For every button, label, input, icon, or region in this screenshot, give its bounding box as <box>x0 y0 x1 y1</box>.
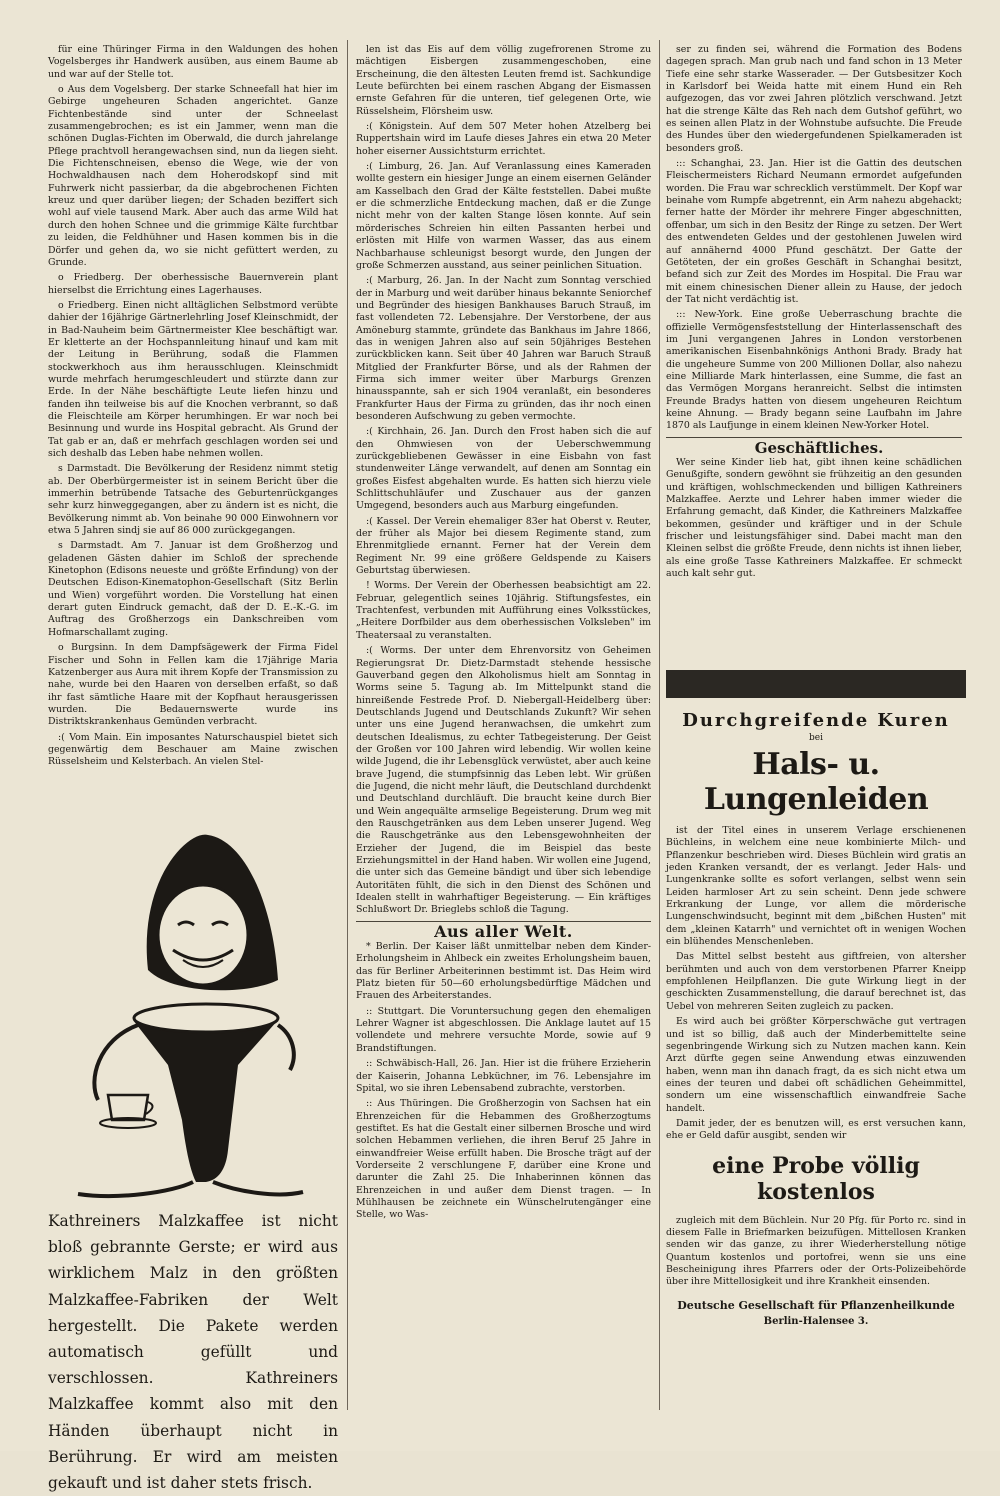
article-paragraph: len ist das Eis auf dem völlig zugefrorenen Strome zu mächtigen Eisbergen zusammengeschoben, eine Erscheinung, die den ältesten Leuten fremd ist. Sachkundige Leute befürchten bei einem raschen Abgang der Eismassen ernste Gefahren für die unteren, tief gelegenen Orte, wie Rüsselsheim, Flörsheim usw. <box>356 44 651 117</box>
kathreiner-advertisement <box>48 820 338 1493</box>
article-paragraph: :: Schwäbisch-Hall, 26. Jan. Hier ist die frühere Erzieherin der Kaiserin, Johanna Lebküchner, im 76. Lebensjahre im Spital, wo sie ihren Lebensabend zubrachte, verstorben. <box>356 1058 651 1094</box>
article-paragraph: :: Aus Thüringen. Die Großherzogin von Sachsen hat ein Ehrenzeichen für die Hebammen des Großherzogtums gestiftet. Es hat die Gestalt einer silbernen Brosche und wird solchen Hebammen verliehen, die ihren Beruf 25 Jahre in einwandfreier Weise erfüllt haben. Die Brosche trägt auf der Vorderseite 2 verschlungene F, darüber eine Krone und darunter die Zahl 25. Die Inhaberinnen können das Ehrenzeichen in und außer dem Dienst tragen. — In Mühlhausen be zeichnete ein Wünschelrutengänger eine Stelle, wo Was- <box>356 1098 651 1221</box>
article-paragraph: :( Kassel. Der Verein ehemaliger 83er hat Oberst v. Reuter, der früher als Major bei diesem Regimente stand, zum Ehrenmitgliede ernannt. Ferner hat der Verein dem Regiment Nr. 99 eine größere Geldspende zu Kaisers Geburtstag überwiesen. <box>356 515 651 577</box>
article-paragraph: o Aus dem Vogelsberg. Der starke Schneefall hat hier im Gebirge ungeheuren Schaden angerichtet. Ganze Fichtenbestände sind unter der Schneelast zusammengebrochen; es ist ein Jammer, wenn man die schönen Duglas-Fichten im Oberwald, die durch jahrelange Pflege prachtvoll herangewachsen sind, nun da liegen sieht. Die Fichtenschneisen, ebenso die Wege, wie der von Hochwaldhausen nach dem Hoherodskopf sind mit Fuhrwerk nicht passierbar, da die abgebrochenen Fichten kreuz und quer darüber liegen; der Schaden beziffert sich wohl auf viele tausend Mark. Aber auch das arme Wild hat durch den hohen Schnee und die grimmige Kälte furchtbar zu leiden, die Feldhühner und Hasen kommen bis in die Dörfer und gehen da, wo sie nicht gefüttert werden, zu Grunde. <box>48 84 338 268</box>
section-heading: Aus aller Welt. <box>434 921 573 941</box>
ad-paragraph: Das Mittel selbst besteht aus giftfreien, von altersher berühmten und auch von dem verstorbenen Pfarrer Kneipp empfohlenen Heilpflanzen. Die gute Wirkung liegt in der geschickten Zusammenstellung, die darauf berechnet ist, das Uebel von mehreren Seiten zugleich zu packen. <box>666 951 966 1012</box>
article-paragraph: :( Limburg, 26. Jan. Auf Veranlassung eines Kameraden wollte gestern ein hiesiger Junge an einem eisernen Geländer am Kasselbach den Grad der Kälte feststellen. Dabei mußte er die schmerzliche Entdeckung machen, daß er die Zunge nicht mehr von der kalten Stange lösen konnte. Auf sein mörderisches Schreien hin eilten Passanten herbei und erlösten mit Hilfe von warmen Wasser, das aus einem Nachbarhause schleunigst besorgt wurde, den Jungen der große Schmerzen ausstand, aus seiner peinlichen Situation. <box>356 161 651 271</box>
ad-decorative-bar <box>666 670 966 698</box>
lung-remedy-advertisement <box>666 670 966 1327</box>
kathreiner-figure-illustration <box>78 820 308 1200</box>
ad-subheading: bei <box>809 733 823 743</box>
article-paragraph: :( Königstein. Auf dem 507 Meter hohen Atzelberg bei Ruppertshain wird im Laufe dieses Jahres ein etwa 20 Meter hoher eiserner Aussichtsturm errichtet. <box>356 121 651 157</box>
business-notice: Wer seine Kinder lieb hat, gibt ihnen keine schädlichen Genußgifte, sondern gewöhnt sie frühzeitig an den gesunden und kräftigen, wohlschmeckenden und billigen Kathreiners Malzkaffee. Aerzte und Lehrer haben immer wieder die Erfahrung gemacht, daß Kinder, die Kathreiners Malzkaffee bekommen, gesünder und kräftiger und in der Schule frischer und leistungsfähiger sind. Dabei macht man den Kleinen selbst die größte Freude, denn nichts ist ihnen lieber, als eine große Tasse Kathreiners Malzkaffee. Er schmeckt auch kalt sehr gut. <box>666 457 962 580</box>
ad-main-heading: Hals- u. Lungenleiden <box>703 747 929 817</box>
section-heading: Geschäftliches. <box>754 438 884 457</box>
ad-paragraph: Es wird auch bei größter Körperschwäche gut vertragen und ist so billig, daß auch der Minderbemittelte seine segenbringende Wirkung sich zu Nutzen machen kann. Kein Arzt dürfte gegen seine Anwendung etwas einzuwenden haben, wenn man ihn danach fragt, da es sich nicht etwa um eines der teuren und dabei oft schädlichen Geheimmittel, sondern um eine wissenschaftlich einwandfreie Sache handelt. <box>666 1016 966 1114</box>
article-paragraph: :( Vom Main. Ein imposantes Naturschauspiel bietet sich gegenwärtig dem Beschauer am Maine zwischen Rüsselsheim und Kelsterbach. An vielen Stel- <box>48 731 338 768</box>
article-paragraph: ::: Schanghai, 23. Jan. Hier ist die Gattin des deutschen Fleischermeisters Richard Neumann ermordet aufgefunden worden. Die Frau war schrecklich verstümmelt. Der Kopf war beinahe vom Rumpfe abgetrennt, ein Arm nahezu abgehackt; ferner hatte der Mörder ihr mehrere Finger abgeschnitten, offenbar, um sich in den Besitz der Ringe zu setzen. Der Wert des entwendeten Geldes und der gestohlenen Juwelen wird auf annähernd 4000 Pfund geschätzt. Der Gatte der Getöteten, der ein großes Geschäft in Schanghai besitzt, befand sich zur Zeit des Mordes im Hospital. Die Frau war mit einem chinesischen Diener allein zu Hause, der jedoch der Tat nicht verdächtig ist. <box>666 158 962 305</box>
column-3 <box>666 44 962 583</box>
article-paragraph: s Darmstadt. Die Bevölkerung der Residenz nimmt stetig ab. Der Oberbürgermeister ist in seinem Bericht über die immerhin betrübende Tatsache des Geburtenrückganges sehr kurz hinweggegangen, aber zu ändern ist es nicht, die Bevölkerung nimmt ab. Von beinahe 90 000 Einwohnern vor etwa 5 Jahren sindj sie auf 86 000 zurückgegangen. <box>48 463 338 537</box>
ad-body <box>666 825 966 1143</box>
article-paragraph: s Darmstadt. Am 7. Januar ist dem Großherzog und geladenen Gästen dahier im Schloß der sprechende Kinetophon (Edisons neueste und größte Erfindung) von der Deutschen Edison-Kinematophon-Gesellschaft (Sitz Berlin und Wien) vorgeführt worden. Die Vorstellung hat einen derart guten Eindruck gemacht, daß der D. E.-K.-G. im Auftrag des Großherzogs ein Dankschreiben vom Hofmarschallamt zuging. <box>48 540 338 638</box>
article-paragraph: ser zu finden sei, während die Formation des Bodens dagegen sprach. Man grub nach und fand schon in 13 Meter Tiefe eine sehr starke Wasserader. — Der Gutsbesitzer Koch in Karlsdorf bei Weida hatte mit einem Hund ein Reh aufgezogen, das vor zwei Jahren plötzlich verschwand. Jetzt hat die strenge Kälte das Reh nach dem Gutshof geführt, wo es seinen allen Platz in der Wohnstube aufsuchte. Die Freude des Hundes über den wiedergefundenen Spielkameraden ist besonders groß. <box>666 44 962 154</box>
column-1 <box>48 44 338 772</box>
section-divider <box>666 437 962 438</box>
ad-paragraph: ist der Titel eines in unserem Verlage erschienenen Büchleins, in welchem eine neue kombinierte Milch- und Pflanzenkur beschrieben wird. Dieses Büchlein wird gratis an jeden Kranken versandt, der es verlangt. Jeder Hals- und Lungenkranke sollte es sofort verlangen, selbst wenn sein Leiden harmloser Art zu sein scheint. Denn jede schwere Erkrankung der Lunge, vor allem die mörderische Lungenschwindsucht, beginnt mit dem „bißchen Husten" mit dem „kleinen Katarrh" und vernichtet oft in wenigen Wochen ein blühendes Menschenleben. <box>666 825 966 948</box>
ad-heading: Durchgreifende Kuren <box>682 710 950 731</box>
article-paragraph: * Berlin. Der Kaiser läßt unmittelbar neben dem Kinder-Erholungsheim in Ahlbeck ein zweites Erholungsheim bauen, das für Berliner Arbeiterinnen bestimmt ist. Das Heim wird Platz bieten für 50—60 erholungsbedürftige Mädchen und Frauen des Arbeiterstandes. <box>356 941 651 1002</box>
article-paragraph: ::: New-York. Eine große Ueberraschung brachte die offizielle Vermögensfeststellung der Hinterlassenschaft des im Juni vergangenen Jahres in London verstorbenen amerikanischen Eisenbahnkönigs Anthoni Brady. Brady hat die ungeheure Summe von 200 Millionen Dollar, also nahezu eine Milliarde Mark hinterlassen, eine Summe, die fast an das Vermögen Morgans heranreicht. Selbst die intimsten Freunde Bradys hatten von diesem ungeheuren Reichtum keine Ahnung. — Brady begann seine Laufbahn im Jahre 1870 als Laufjunge in einem kleinen New-Yorker Hotel. <box>666 309 962 432</box>
article-paragraph: o Friedberg. Einen nicht alltäglichen Selbstmord verübte dahier der 16jährige Gärtnerlehrling Josef Kleinschmidt, der in Bad-Nauheim beim Gärtnermeister Klee beschäftigt war. Er kletterte an der Hochspannleitung hinauf und kam mit der Leitung in Berührung, sodaß die Flammen stockwerkhoch aus ihm herausschlugen. Kleinschmidt wurde mehrfach herumgeschleudert und stürzte dann zur Erde. In der Nähe beschäftigte Leute liefen hinzu und fanden ihn teilweise bis auf die Knochen verbrannt, so daß die Fleischteile am Körper herumhingen. Er war noch bei Besinnung und wurde ins Hospital gebracht. Als Grund der Tat gab er an, daß er mehrfach geschlagen worden sei und sich deshalb das Leben habe nehmen wollen. <box>48 299 338 459</box>
column-2 <box>356 44 651 1225</box>
article-paragraph: :( Kirchhain, 26. Jan. Durch den Frost haben sich die auf den Ohmwiesen von der Ueberschwemmung zurückgebliebenen Gewässer in eine Eisbahn von fast stundenweiter Länge verwandelt, auf denen am Sonntag ein großes Eisfest abgehalten wurde. Es hatten sich hierzu viele Schlittschuhläufer und Zuschauer aus der ganzen Umgegend, besonders auch aus Marburg eingefunden. <box>356 426 651 512</box>
article-paragraph: :: Stuttgart. Die Voruntersuchung gegen den ehemaligen Lehrer Wagner ist abgeschlossen. Die Anklage lautet auf 15 vollendete und mehrere versuchte Morde, sowie auf 9 Brandstiftungen. <box>356 1005 651 1054</box>
ad-company-name: Deutsche Gesellschaft für Pflanzenheilkunde <box>677 1298 955 1312</box>
column-rule <box>347 40 348 1410</box>
ad-offer-heading: eine Probe völlig kostenlos <box>712 1152 920 1205</box>
ad-paragraph: zugleich mit dem Büchlein. Nur 20 Pfg. für Porto rc. sind in diesem Falle in Briefmarken beizufügen. Mittellosen Kranken senden wir das ganze, zu ihrer Wiederherstellung nötige Quantum kostenlos und portofrei, wenn sie uns eine Bescheinigung ihres Pfarrers oder der Orts-Polizeibehörde über ihre Mittellosigkeit und ihre Krankheit einsenden. <box>666 1214 966 1288</box>
article-paragraph: o Friedberg. Der oberhessische Bauernverein plant hierselbst die Errichtung eines Lagerhauses. <box>48 272 338 296</box>
article-paragraph: ! Worms. Der Verein der Oberhessen beabsichtigt am 22. Februar, gelegentlich seines 10jährig. Stiftungsfestes, ein Trachtenfest, verbunden mit Aufführung eines Volksstückes, „Heitere Dorfbilder aus dem oberhessischen Volksleben" im Theatersaal zu veranstalten. <box>356 580 651 641</box>
column-rule <box>659 40 660 1410</box>
ad-paragraph: Damit jeder, der es benutzen will, es erst versuchen kann, ehe er Geld dafür ausgibt, senden wir <box>666 1117 966 1142</box>
article-paragraph: o Burgsinn. In dem Dampfsägewerk der Firma Fidel Fischer und Sohn in Fellen kam die 17jährige Maria Katzenberger aus Aura mit ihrem Kopfe der Transmission zu nahe, wurde bei den Haaren von derselben erfaßt, so daß ihr fast sämtliche Haare mit der Kopfhaut herausgerissen wurden. Die Bedauernswerte wurde ins Distriktskrankenhaus Gemünden verbracht. <box>48 642 338 728</box>
article-paragraph: :( Marburg, 26. Jan. In der Nacht zum Sonntag verschied der in Marburg und weit darüber hinaus bekannte Seniorchef und Begründer des hiesigen Bankhauses Baruch Strauß, im fast vollendeten 72. Lebensjahre. Der Verstorbene, der aus Amöneburg stammte, gründete das Bankhaus im Jahre 1866, das in wenigen Jahren also auf sein 50jähriges Bestehen zurückblicken kann. Seit über 40 Jahren war Baruch Strauß Mitglied der Frankfurter Börse, und als der Rahmen der Firma sich immer weiter über Marburgs Grenzen hinausspannte, sah er sich 1904 veranlaßt, ein besonderes Frankfurter Haus der Firma zu gründen, das ihr noch einen besonderen Aufschwung zu geben vermochte. <box>356 275 651 422</box>
ad-body-2 <box>666 1215 966 1289</box>
article-paragraph: für eine Thüringer Firma in den Waldungen des hohen Vogelsberges ihr Handwerk ausüben, aus einem Baume ab und war auf der Stelle tot. <box>48 44 338 80</box>
kathreiner-ad-text: Kathreiners Malzkaffee ist nicht bloß gebrannte Gerste; er wird aus wirklichem Malz in den größten Malzkaffee-Fabriken der Welt hergestellt. Die Pakete werden automatisch gefüllt und verschlossen. Kathreiners Malzkaffee kommt also mit den Händen überhaupt nicht in Berührung. Er wird am meisten gekauft und ist daher stets frisch. <box>48 1212 338 1493</box>
ad-company-city: Berlin-Halensee 3. <box>763 1315 869 1327</box>
article-paragraph: :( Worms. Der unter dem Ehrenvorsitz von Geheimen Regierungsrat Dr. Dietz-Darmstadt stehende hessische Gauverband gegen den Alkoholismus hielt am Sonntag in Worms seine 5. Tagung ab. Im Mittelpunkt stand die hinreißende Festrede Prof. D. Niebergall-Heidelberg über: Deutschlands Jugend und Deutschlands Zukunft? Wir sehen unter uns eine Jugend heranwachsen, die umkehrt zum deutschen Idealismus, zu echter Tatbegeisterung. Der Geist der Großen vor 100 Jahren wird lebendig. Wir wollen keine wilde Jugend, die ihr Lebensglück verwüstet, aber auch keine brave Jugend, die stumpfsinnig das Leben lebt. Wir grüßen die Jugend, die nicht mehr läuft, die Deutschland durchdenkt und Deutschland durchläuft. Die braucht keine durch Bier und Wein angequälte armselige Begeisterung. Drum weg mit den Rauschgetränken aus dem Leben unserer Jugend. Weg die Rauschgetränke aus den Lebensgewohnheiten der Erzieher der Jugend, die im Beispiel das beste Erziehungsmittel in der Hand haben. Wir wollen eine Jugend, die unter sich das Gemeine bändigt und über sich lebendige Autoritäten fühlt, die sich in den Dienst des Schönen und Idealen stellt in wahrhaftiger Begeisterung. — Ein kräftiges Schlußwort Dr. Brieglebs schloß die Tagung. <box>356 645 651 916</box>
